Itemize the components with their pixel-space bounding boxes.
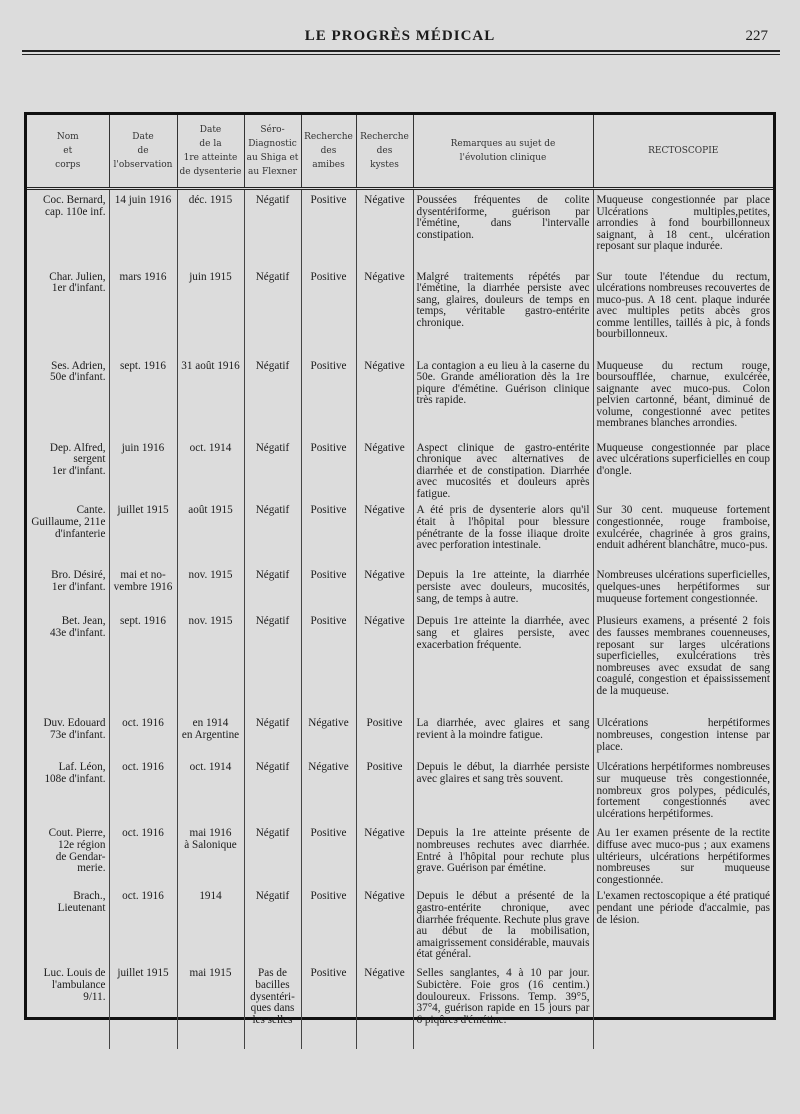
first-attack-date-cell	[177, 500, 244, 565]
sero-diagnostic-cell	[244, 823, 301, 886]
patient-name-cell-line: Luc. Louis de	[43, 967, 106, 980]
rectoscopy-cell: Sur toute l'étendue du rectum, ulcérations nombreuses recouvertes de muco-pus. A 18 cent. plaque indurée avec multiples petits abcès gros comme lentilles, taillés à pic, à fonds bourbillonneux.	[593, 267, 773, 356]
header-line: RECTOSCOPIE	[648, 146, 719, 156]
rectoscopy-cell: Muqueuse congestionnée par place avec ulcérations superficielles en coup d'ongle.	[593, 438, 773, 501]
clinical-remarks-cell: Poussées fréquentes de colite dysentériforme, guérison par l'émétine, dans l'intervalle constipation.	[413, 189, 593, 267]
sero-diagnostic-cell-line: bacilles	[255, 979, 290, 992]
patient-name-cell-line: 50e d'infant.	[50, 371, 106, 384]
observation-date-cell-line: juillet 1915	[117, 967, 169, 980]
table-row	[27, 565, 773, 611]
observation-date-cell	[109, 356, 177, 438]
header-line: et	[63, 146, 73, 156]
col-rectoscopie-header	[593, 115, 773, 189]
kystes-result-cell: Négative	[356, 189, 413, 267]
header-line: des	[376, 146, 393, 156]
observation-date-cell-line: 14 juin 1916	[114, 194, 172, 206]
rectoscopy-cell: Sur 30 cent. muqueuse fortement congestionnée, rouge framboise, exulcérée, chagrinée à gros grains, enduit adhérent blanchâtre, muco-pus.	[593, 500, 773, 565]
first-attack-date-cell	[177, 565, 244, 611]
header-line: Diagnostic	[248, 139, 297, 149]
sero-diagnostic-cell-line: dysentéri-	[250, 990, 295, 1003]
kystes-result-cell: Négative	[356, 886, 413, 963]
patient-name-cell	[27, 963, 109, 1049]
kystes-result-cell: Négative	[356, 438, 413, 501]
patient-name-cell-line: 1er d'infant.	[51, 464, 106, 477]
header-line: 1re atteinte	[183, 153, 238, 163]
patient-name-cell	[27, 757, 109, 823]
patient-name-cell-line: Brach.,	[73, 890, 106, 903]
first-attack-date-cell-line: nov. 1915	[188, 569, 233, 582]
first-attack-date-cell-line: nov. 1915	[188, 615, 233, 628]
observation-date-cell	[109, 438, 177, 501]
patient-name-cell-line: 9/11.	[83, 990, 106, 1003]
col-nom-header	[27, 115, 109, 189]
sero-diagnostic-cell	[244, 757, 301, 823]
table-row	[27, 267, 773, 356]
table-row	[27, 500, 773, 565]
sero-diagnostic-cell	[244, 963, 301, 1049]
page-header	[0, 28, 800, 48]
observation-date-cell-line: mars 1916	[119, 270, 167, 283]
table-header-row	[27, 115, 773, 189]
header-line: de dysenterie	[179, 167, 242, 177]
patient-name-cell	[27, 823, 109, 886]
patient-name-cell-line: d'infanterie	[55, 527, 106, 540]
kystes-result-cell: Négative	[356, 267, 413, 356]
first-attack-date-cell-line: 1914	[199, 890, 222, 903]
sero-diagnostic-cell-line: Négatif	[255, 827, 290, 840]
patient-name-cell	[27, 611, 109, 713]
sero-diagnostic-cell-line: Négatif	[255, 194, 290, 206]
patient-name-cell-line: 73e d'infant.	[50, 729, 106, 742]
first-attack-date-cell-line: en 1914	[192, 717, 229, 730]
kystes-result-cell: Négative	[356, 963, 413, 1049]
col-remarques-header	[413, 115, 593, 189]
kystes-result-cell: Négative	[356, 565, 413, 611]
header-line: amibes	[312, 160, 345, 170]
journal-title: LE PROGRÈS MÉDICAL	[304, 28, 496, 44]
first-attack-date-cell	[177, 438, 244, 501]
table-row	[27, 356, 773, 438]
patient-name-cell-line: l'ambulance	[51, 979, 106, 992]
sero-diagnostic-cell-line: Négatif	[255, 717, 290, 730]
rectoscopy-cell: Ulcérations herpétiformes nombreuses, congestion intense par place.	[593, 713, 773, 757]
observation-date-cell	[109, 565, 177, 611]
patient-name-cell-line: Duv. Edouard	[43, 717, 106, 730]
header-line: kystes	[370, 160, 399, 170]
kystes-result-cell: Négative	[356, 500, 413, 565]
kystes-result-cell: Positive	[356, 713, 413, 757]
patient-name-cell	[27, 713, 109, 757]
first-attack-date-cell	[177, 267, 244, 356]
rectoscopy-cell: L'examen rectoscopique a été pratiqué pendant une période d'accalmie, pas de lésion.	[593, 886, 773, 963]
col-kystes-header	[356, 115, 413, 189]
patient-name-cell	[27, 267, 109, 356]
clinical-remarks-cell: La contagion a eu lieu à la caserne du 50e. Grande amélioration dès la 1re piqure d'émétine. Guérison clinique très rapide.	[413, 356, 593, 438]
header-line: des	[320, 146, 337, 156]
patient-name-cell-line: Bet. Jean,	[61, 615, 106, 628]
clinical-remarks-cell: Depuis 1re atteinte la diarrhée, avec sang et glaires persiste, avec exacerbation fréquente.	[413, 611, 593, 713]
header-rule	[22, 50, 780, 52]
first-attack-date-cell-line: à Salonique	[184, 839, 237, 852]
clinical-remarks-cell: Depuis le début a présenté de la gastro-entérite chronique, avec diarrhée fréquente. Rechute plus grave au début de la mobilisation, amaigrissement considérable, mauvais état général.	[413, 886, 593, 963]
first-attack-date-cell-line: oct. 1914	[189, 441, 232, 454]
header-line: corps	[55, 160, 81, 170]
amibes-result-cell: Positive	[301, 565, 356, 611]
first-attack-date-cell	[177, 611, 244, 713]
observation-date-cell	[109, 189, 177, 267]
patient-name-cell-line: Laf. Léon,	[58, 761, 106, 774]
first-attack-date-cell	[177, 963, 244, 1049]
patient-name-cell	[27, 565, 109, 611]
patient-name-cell	[27, 886, 109, 963]
amibes-result-cell: Positive	[301, 823, 356, 886]
col-sero-diagnostic-header	[244, 115, 301, 189]
rectoscopy-cell: Nombreuses ulcérations superficielles, quelques-unes herpétiformes sur muqueuse fortement congestionnée.	[593, 565, 773, 611]
first-attack-date-cell-line: déc. 1915	[188, 194, 233, 206]
amibes-result-cell: Positive	[301, 611, 356, 713]
rectoscopy-cell: Ulcérations herpétiformes nombreuses sur muqueuse très congestionnée, nombreux gros polypes, pédiculés, fortement congestionnés avec ulcérations herpétiformes.	[593, 757, 773, 823]
header-line: de	[137, 146, 149, 156]
header-line: l'observation	[113, 160, 173, 170]
rectoscopy-cell: Au 1er examen présente de la rectite diffuse avec muco-pus ; aux examens ultérieurs, ulcérations herpétiformes nombreuses sur muqueuse congestionnée.	[593, 823, 773, 886]
col-amibes-header	[301, 115, 356, 189]
sero-diagnostic-cell-line: Négatif	[255, 569, 290, 582]
col-date-atteinte-header	[177, 115, 244, 189]
sero-diagnostic-cell-line: ques dans	[250, 1002, 295, 1015]
header-line: Recherche	[304, 132, 353, 142]
sero-diagnostic-cell	[244, 356, 301, 438]
kystes-result-cell: Positive	[356, 757, 413, 823]
observation-date-cell	[109, 611, 177, 713]
kystes-result-cell: Négative	[356, 823, 413, 886]
patient-name-cell-line: 43e d'infant.	[50, 627, 106, 640]
patient-name-cell-line: 108e d'infant.	[44, 773, 106, 786]
observation-date-cell-line: juin 1916	[121, 441, 165, 454]
amibes-result-cell: Négative	[301, 757, 356, 823]
table-row	[27, 886, 773, 963]
observation-date-cell-line: mai et no-	[120, 569, 166, 582]
amibes-result-cell: Positive	[301, 886, 356, 963]
page-number: 227	[745, 28, 768, 44]
first-attack-date-cell-line: oct. 1914	[189, 761, 232, 774]
observation-date-cell	[109, 963, 177, 1049]
table-body	[27, 189, 773, 1050]
patient-name-cell-line: de Gendar-	[55, 850, 106, 863]
patient-name-cell	[27, 356, 109, 438]
header-line: Nom	[56, 132, 79, 142]
patient-name-cell	[27, 500, 109, 565]
observation-date-cell	[109, 500, 177, 565]
observation-date-cell	[109, 267, 177, 356]
clinical-remarks-cell: Malgré traitements répétés par l'émétine, la diarrhée persiste avec sang, glaires, douleurs de temps en temps, véritable gastro-entérite chronique.	[413, 267, 593, 356]
sero-diagnostic-cell	[244, 267, 301, 356]
patient-name-cell	[27, 438, 109, 501]
sero-diagnostic-cell	[244, 189, 301, 267]
amibes-result-cell: Négative	[301, 713, 356, 757]
patient-name-cell-line: Coc. Bernard,	[43, 194, 106, 206]
observation-date-cell-line: sept. 1916	[120, 615, 166, 628]
first-attack-date-cell	[177, 886, 244, 963]
sero-diagnostic-cell	[244, 500, 301, 565]
sero-diagnostic-cell	[244, 611, 301, 713]
amibes-result-cell: Positive	[301, 963, 356, 1049]
sero-diagnostic-cell	[244, 713, 301, 757]
header-line: de la	[199, 139, 222, 149]
header-line: au Shiga et	[246, 153, 299, 163]
table-row	[27, 963, 773, 1049]
first-attack-date-cell	[177, 189, 244, 267]
first-attack-date-cell	[177, 713, 244, 757]
observation-table-frame	[24, 112, 776, 1026]
table-row	[27, 757, 773, 823]
clinical-remarks-cell: Depuis la 1re atteinte présente de nombreuses rechutes avec diarrhée. Entré à l'hôpital pour rechute plus grave. Guérison par émétine.	[413, 823, 593, 886]
observation-date-cell-line: oct. 1916	[122, 890, 164, 903]
header-line: Date	[132, 132, 154, 142]
amibes-result-cell: Positive	[301, 189, 356, 267]
header-rule-thin	[22, 54, 780, 55]
clinical-remarks-cell: A été pris de dysenterie alors qu'il était à l'hôpital pour blessure pénétrante de la fosse iliaque droite avec perforation intestinale.	[413, 500, 593, 565]
observation-date-cell	[109, 713, 177, 757]
sero-diagnostic-cell-line: Négatif	[255, 504, 290, 517]
table-row	[27, 189, 773, 267]
observation-table	[27, 115, 773, 1049]
patient-name-cell-line: 1er d'infant.	[51, 581, 106, 594]
observation-date-cell-line: oct. 1916	[122, 827, 164, 840]
header-line: Séro-	[260, 125, 285, 135]
table-row	[27, 713, 773, 757]
table-row	[27, 611, 773, 713]
rectoscopy-cell: Muqueuse du rectum rouge, boursoufflée, charnue, exulcérée, saignante avec muco-pus. Colon pelvien cartonné, béant, diminué de volume, congestionné avec petites membranes blanches arrondies.	[593, 356, 773, 438]
observation-date-cell-line: vembre 1916	[113, 581, 173, 594]
first-attack-date-cell	[177, 823, 244, 886]
patient-name-cell-line: Cout. Pierre,	[48, 827, 106, 840]
rectoscopy-cell	[593, 963, 773, 1049]
sero-diagnostic-cell	[244, 565, 301, 611]
patient-name-cell-line: sergent	[73, 453, 106, 466]
sero-diagnostic-cell	[244, 438, 301, 501]
header-line: Date	[199, 125, 222, 135]
observation-date-cell-line: oct. 1916	[122, 717, 164, 730]
header-line: Recherche	[360, 132, 409, 142]
first-attack-date-cell	[177, 757, 244, 823]
clinical-remarks-cell: Aspect clinique de gastro-entérite chronique avec alternatives de diarrhée et de constipation. Diarrhée avec mucosités et douleurs après fatigue.	[413, 438, 593, 501]
rectoscopy-cell: Plusieurs examens, a présenté 2 fois des fausses membranes couenneuses, reposant sur larges ulcérations superficielles, exulcérations très nombreuses avec exsudat de sang coagulé, congestion et épaississement de la muqueuse.	[593, 611, 773, 713]
patient-name-cell-line: Cante. Guillaume, 211e	[31, 504, 106, 529]
observation-date-cell	[109, 886, 177, 963]
patient-name-cell-line: 12e région	[57, 839, 106, 852]
sero-diagnostic-cell-line: Négatif	[255, 359, 290, 372]
clinical-remarks-cell: Selles sanglantes, 4 à 10 par jour. Subictère. Foie gros (16 centim.) douloureux. Frissons. Temp. 39°5, 37°4, guérison rapide en 15 jours par 6 piqûres d'émétine.	[413, 963, 593, 1049]
observation-date-cell	[109, 823, 177, 886]
observation-date-cell	[109, 757, 177, 823]
table-row	[27, 823, 773, 886]
patient-name-cell-line: Lieutenant	[57, 902, 106, 915]
header-line: Remarques au sujet de	[450, 139, 556, 149]
patient-name-cell-line: 1er d'infant.	[51, 282, 106, 295]
observation-date-cell-line: sept. 1916	[120, 359, 166, 372]
first-attack-date-cell-line: mai 1915	[189, 967, 232, 980]
first-attack-date-cell-line: juin 1915	[189, 270, 232, 283]
amibes-result-cell: Positive	[301, 267, 356, 356]
first-attack-date-cell-line: 31 août 1916	[181, 359, 240, 372]
sero-diagnostic-cell-line: les selles	[252, 1013, 293, 1026]
header-line: l'évolution clinique	[459, 153, 547, 163]
first-attack-date-cell	[177, 356, 244, 438]
first-attack-date-cell-line: août 1915	[188, 504, 233, 517]
clinical-remarks-cell: Depuis le début, la diarrhée persiste avec glaires et sang très souvent.	[413, 757, 593, 823]
first-attack-date-cell-line: mai 1916	[189, 827, 232, 840]
header-line: au Flexner	[248, 167, 297, 177]
sero-diagnostic-cell-line: Négatif	[255, 761, 290, 774]
patient-name-cell-line: Bro. Désiré,	[51, 569, 106, 582]
sero-diagnostic-cell-line: Négatif	[255, 441, 290, 454]
table-row	[27, 438, 773, 501]
kystes-result-cell: Négative	[356, 611, 413, 713]
patient-name-cell-line: merie.	[77, 862, 106, 875]
col-date-observation-header	[109, 115, 177, 189]
amibes-result-cell: Positive	[301, 438, 356, 501]
sero-diagnostic-cell-line: Négatif	[255, 890, 290, 903]
patient-name-cell-line: Char. Julien,	[49, 270, 106, 283]
rectoscopy-cell: Muqueuse congestionnée par place Ulcérations multiples,petites, arrondies à fond bourbillonneux saignant, à 18 cent., ulcération reposant sur plaque indurée.	[593, 189, 773, 267]
patient-name-cell	[27, 189, 109, 267]
observation-date-cell-line: oct. 1916	[122, 761, 164, 774]
clinical-remarks-cell: La diarrhée, avec glaires et sang revient à la moindre fatigue.	[413, 713, 593, 757]
sero-diagnostic-cell-line: Négatif	[255, 270, 290, 283]
first-attack-date-cell-line: en Argentine	[181, 729, 240, 742]
sero-diagnostic-cell-line: Négatif	[255, 615, 290, 628]
sero-diagnostic-cell-line: Pas de	[258, 967, 287, 980]
patient-name-cell-line: Dep. Alfred,	[49, 441, 106, 454]
amibes-result-cell: Positive	[301, 500, 356, 565]
sero-diagnostic-cell	[244, 886, 301, 963]
observation-date-cell-line: juillet 1915	[117, 504, 169, 517]
amibes-result-cell: Positive	[301, 356, 356, 438]
patient-name-cell-line: cap. 110e inf.	[45, 205, 106, 218]
patient-name-cell-line: Ses. Adrien,	[51, 359, 106, 372]
clinical-remarks-cell: Depuis la 1re atteinte, la diarrhée persiste avec douleurs, mucosités, sang, de temps à autre.	[413, 565, 593, 611]
kystes-result-cell: Négative	[356, 356, 413, 438]
